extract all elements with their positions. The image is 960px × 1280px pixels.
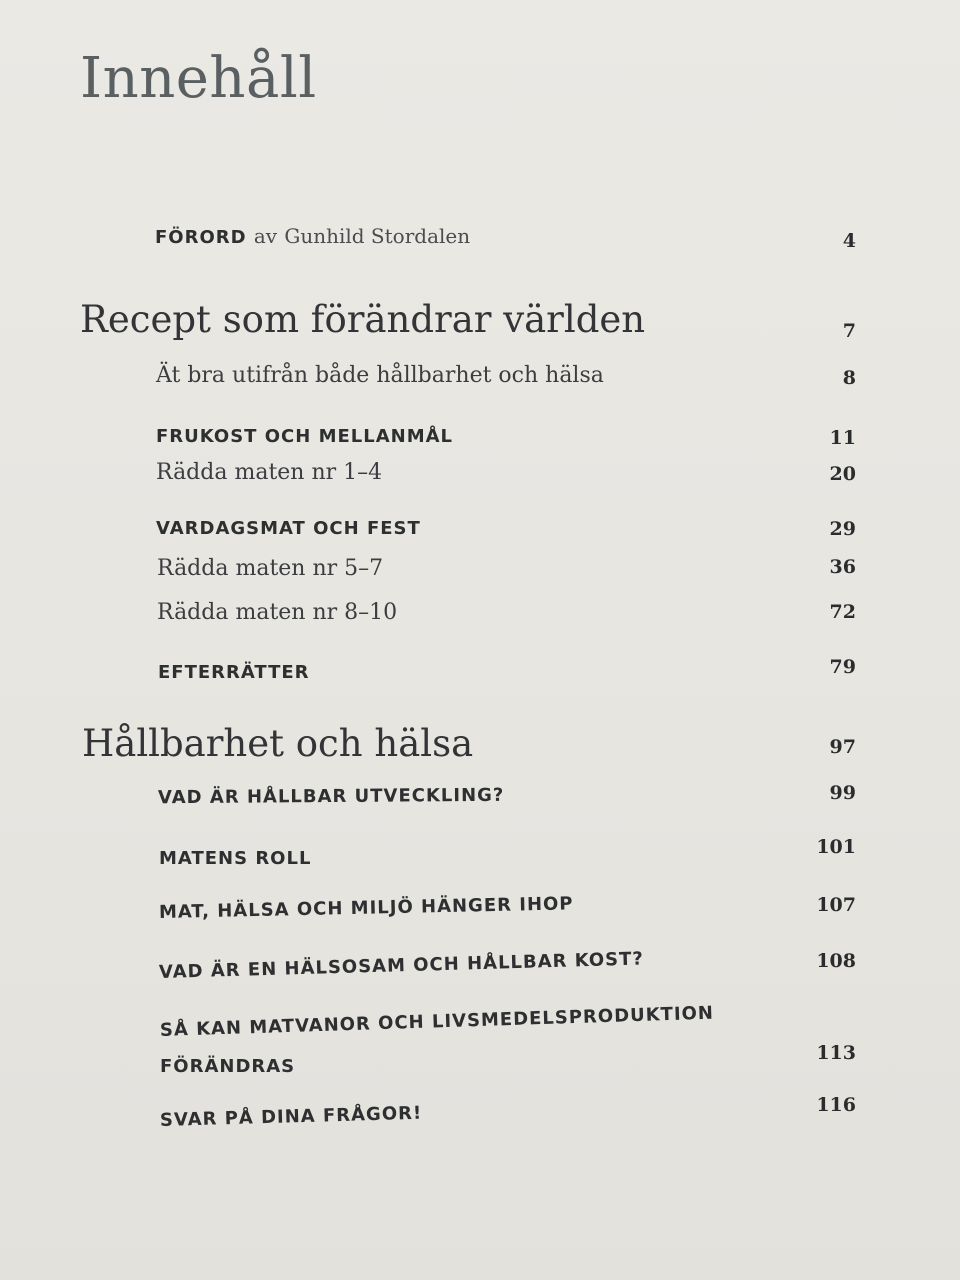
toc-page-number: 36 [829,556,856,578]
foreword-connector: av [253,224,278,248]
toc-row [0,948,960,1002]
toc-row [0,518,960,558]
toc-label: MATENS ROLL [159,848,312,869]
toc-page-number: 107 [816,894,856,916]
toc-row-part [0,722,960,772]
toc-page-number: 97 [829,736,856,758]
toc-label: Ät bra utifrån både hållbarhet och hälsa [156,363,604,388]
toc-row [0,556,960,596]
toc-page-number: 108 [816,950,856,972]
toc-row-part [0,298,960,348]
toc-row [0,363,960,403]
toc-page-number: 11 [829,427,856,449]
toc-page-number: 116 [816,1094,856,1116]
toc-label: VAD ÄR HÅLLBAR UTVECKLING? [157,784,505,809]
toc-label: Hållbarhet och hälsa [82,722,474,765]
toc-page-number: 79 [829,656,856,678]
toc-label: SVAR PÅ DINA FRÅGOR! [159,1102,423,1131]
toc-label: Recept som förändrar världen [80,298,646,341]
toc-label: Rädda maten nr 1–4 [156,460,383,485]
toc-row [0,460,960,500]
toc-page-number: 20 [829,463,856,485]
toc-row [0,893,960,942]
toc-label [155,224,470,248]
toc-page-number: 72 [829,601,856,623]
toc-label: VAD ÄR EN HÄLSOSAM OCH HÅLLBAR KOST? [158,948,645,983]
toc-row [0,836,960,888]
toc-page-number: 113 [816,1042,856,1064]
toc-page-number: 101 [816,836,856,858]
foreword-author: Gunhild Stordalen [284,224,471,248]
toc-label: FRUKOST OCH MELLANMÅL [156,426,454,447]
toc-row [0,600,960,640]
page-title: Innehåll [80,46,317,111]
toc-label: Rädda maten nr 5–7 [157,556,384,581]
toc-label: Rädda maten nr 8–10 [157,600,398,625]
toc-label: MAT, HÄLSA OCH MILJÖ HÄNGER IHOP [158,893,574,923]
toc-label: SÅ KAN MATVANOR OCH LIVSMEDELSPRODUKTION [159,1002,715,1041]
toc-page-number: 99 [829,782,856,804]
toc-page-number: 7 [842,320,856,342]
toc-row [0,1042,960,1096]
toc-row [0,1094,960,1150]
toc-page-number: 4 [842,230,856,252]
toc-row-foreword [0,222,960,262]
toc-row [0,656,960,702]
toc-row [0,782,960,826]
toc-label: FÖRÄNDRAS [160,1056,296,1077]
foreword-label: FÖRORD [155,227,247,248]
toc-page-number: 8 [842,367,856,389]
toc-label: VARDAGSMAT OCH FEST [156,518,421,539]
toc-label: EFTERRÄTTER [158,662,310,683]
toc-page-number: 29 [829,518,856,540]
